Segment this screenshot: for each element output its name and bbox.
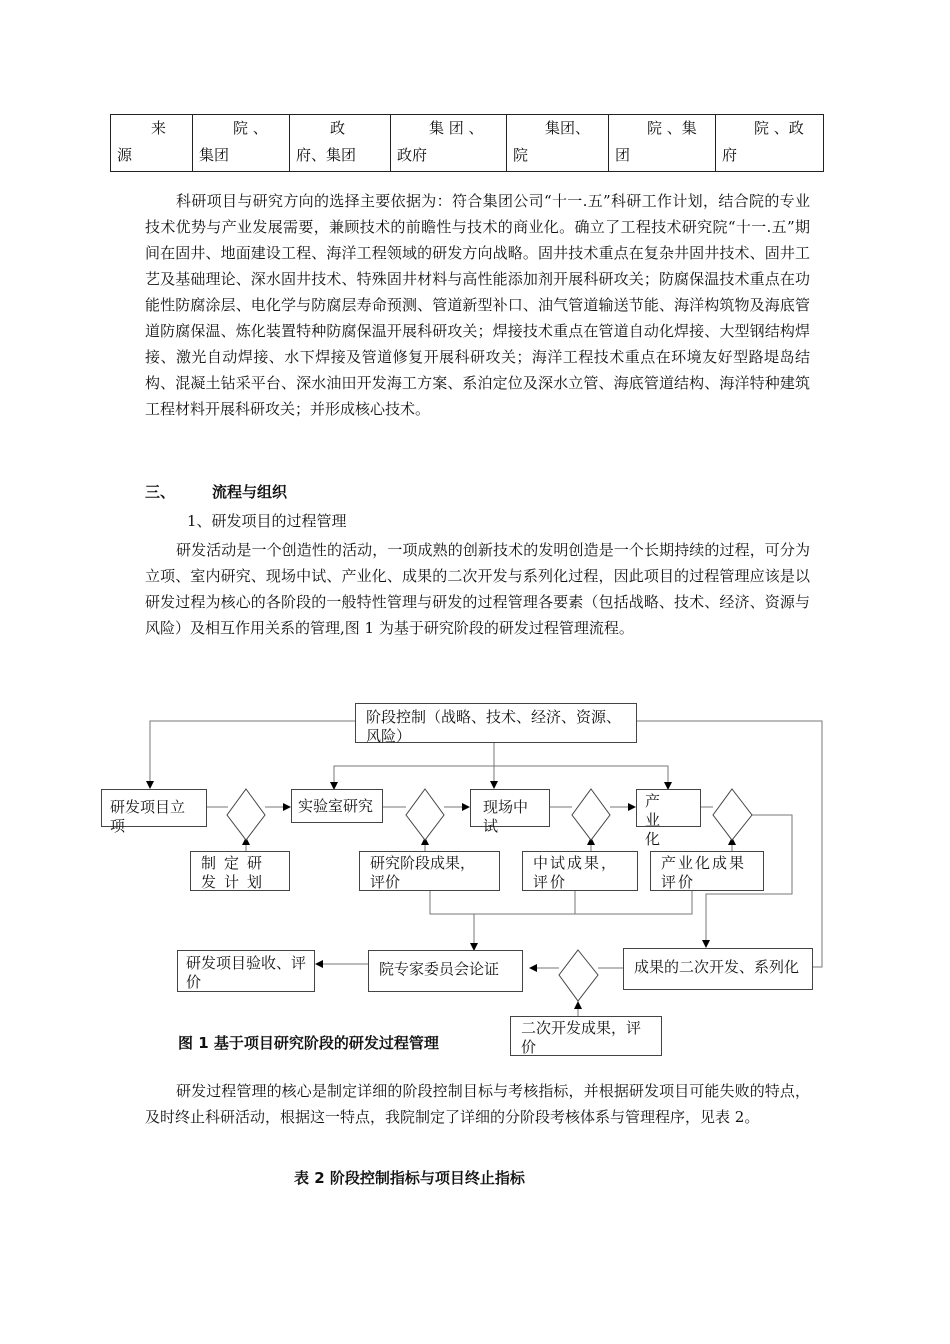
secondary-result-box: 二次开发成果，评价 (510, 1016, 662, 1056)
connector-line (334, 766, 668, 788)
stage-box-field-test: 现场中试 (470, 789, 550, 827)
input-box-pilot-result: 中试成果，评价 (522, 851, 638, 891)
table-cell: 集团、 院 (507, 115, 609, 172)
secondary-development-box: 成果的二次开发、系列化 (623, 948, 813, 990)
table-cell: 来 源 (111, 115, 193, 172)
expert-review-box: 院专家委员会论证 (368, 950, 523, 992)
input-box-industrial-result: 产业化成果评价 (650, 851, 764, 891)
section-title: 流程与组织 (212, 483, 288, 501)
table-cell: 集 团 、 政府 (391, 115, 507, 172)
section-number: 三、 (145, 483, 176, 501)
body-paragraph-2: 研发活动是一个创造性的活动，一项成熟的创新技术的发明创造是一个长期持续的过程，可分为立项、室内研究、现场中试、产业化、成果的二次开发与系列化过程，因此项目的过程管理应该是以研发过程为核心的各阶段的一般特性管理与研发的过程管理各要素（包括战略、技术、经济、资源与风险）及相互作用关系的管理,图 1 为基于研究阶段的研发过程管理流程。 (145, 541, 810, 637)
stage-control-box: 阶段控制（战略、技术、经济、资源、风险） (355, 703, 637, 743)
stage-box-industrialization: 产业化 (636, 789, 701, 827)
table-cell: 院 、 集团 (193, 115, 290, 172)
body-paragraph-3: 研发过程管理的核心是制定详细的阶段控制目标与考核指标，并根据研发项目可能失败的特点，及时终止科研活动，根据这一特点，我院制定了详细的分阶段考核体系与管理程序，见表 2。 (145, 1082, 810, 1126)
decision-diamond (559, 950, 598, 1001)
table-cell: 院 、政 府 (716, 115, 824, 172)
figure-caption: 图 1 基于项目研究阶段的研发过程管理 (178, 1034, 439, 1052)
decision-diamond (713, 789, 752, 840)
input-box-research-result: 研究阶段成果，评价 (359, 851, 500, 891)
table-cell: 政 府、集团 (290, 115, 391, 172)
connector-line (430, 891, 692, 914)
table-caption: 表 2 阶段控制指标与项目终止指标 (294, 1169, 525, 1187)
connector-arrow (150, 721, 355, 788)
stage-box-lab-research: 实验室研究 (291, 789, 383, 823)
acceptance-box: 研发项目验收、评价 (177, 950, 315, 992)
decision-diamond (572, 789, 610, 840)
body-paragraph-1: 科研项目与研究方向的选择主要依据为：符合集团公司“十一.五”科研工作计划，结合院的专业技术优势与产业发展需要，兼顾技术的前瞻性与技术的商业化。确立了工程技术研究院“十一.五”期间在固井、地面建设工程、海洋工程领域的研发方向战略。固井技术重点在复杂井固井技术、固井工艺及基础理论、深水固井技术、特殊固井材料与高性能添加剂开展科研攻关；防腐保温技术重点在功能性防腐涂层、电化学与防腐层寿命预测、管道新型补口、油气管道输送节能、海洋构筑物及海底管道防腐保温、炼化装置特种防腐保温开展科研攻关；焊接技术重点在管道自动化焊接、大型钢结构焊接、激光自动焊接、水下焊接及管道修复开展科研攻关；海洋工程技术重点在环境友好型路堤岛结构、混凝土钻采平台、深水油田开发海工方案、系泊定位及深水立管、海底管道结构、海洋特种建筑工程材料开展科研攻关；并形成核心技术。 (145, 192, 810, 418)
stage-box-project-initiation: 研发项目立项 (101, 789, 207, 827)
table-cell: 院 、集 团 (609, 115, 716, 172)
decision-diamond (406, 789, 444, 840)
subsection-title: 1、研发项目的过程管理 (187, 512, 347, 530)
input-box-plan: 制定研发计划 (190, 851, 290, 891)
decision-diamond (227, 789, 265, 840)
